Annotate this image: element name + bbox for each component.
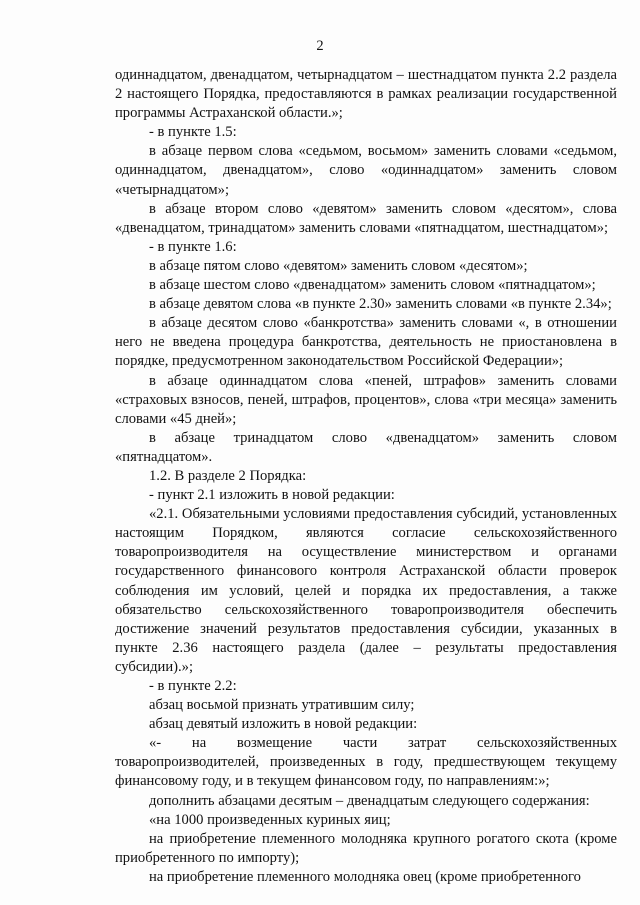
paragraph: абзац восьмой признать утратившим силу; <box>149 697 415 714</box>
paragraph: в абзаце пятом слово «девятом» заменить словом «десятом»; <box>149 257 528 274</box>
paragraph: в абзаце втором слово «девятом» заменить словом «десятом», слова «двенадцатом, тринадцатом» заменить словами «пятнадцатом, шестнадцатом»; <box>115 200 617 236</box>
paragraph: «на 1000 произведенных куриных яиц; <box>149 811 391 828</box>
paragraph: в абзаце первом слова «седьмом, восьмом» заменить словами «седьмом, одиннадцатом, двенадцатом», слово «одиннадцатом» заменить словом «четырнадцатом»; <box>115 143 617 198</box>
paragraph: в абзаце одиннадцатом слова «пеней, штрафов» заменить словами «страховых взносов, пеней, штрафов, процентов», слова «три месяца» заменить словами «45 дней»; <box>115 372 617 427</box>
paragraph: - в пункте 1.6: <box>149 238 237 255</box>
paragraph: - пункт 2.1 изложить в новой редакции: <box>149 487 395 504</box>
document-body <box>115 66 617 887</box>
paragraph: «- на возмещение части затрат сельскохозяйственных товаропроизводителей, произведенных в году, предшествующем текущему финансовому году, и в текущем финансовом году, по направлениям:»; <box>115 735 617 790</box>
paragraph: в абзаце десятом слово «банкротства» заменить словами «, в отношении него не введена процедура банкротства, деятельность не приостановлена в порядке, предусмотренном законодательством Российской Федерации»; <box>115 315 617 370</box>
paragraph: «2.1. Обязательными условиями предоставления субсидий, установленных настоящим Порядком, являются согласие сельскохозяйственного товаропроизводителя на осуществление министерством и органами государственного финансового контроля Астраханской области проверок соблюдения им условий, целей и порядка их предоставления, а также обязательство сельскохозяйственного товаропроизводителя обеспечить достижение значений результатов предоставления субсидии, указанных в пункте 2.36 настоящего раздела (далее – результаты предоставления субсидии).»; <box>115 506 617 675</box>
paragraph: в абзаце шестом слово «двенадцатом» заменить словом «пятнадцатом»; <box>149 277 596 294</box>
paragraph: дополнить абзацами десятым – двенадцатым следующего содержания: <box>149 792 590 809</box>
paragraph: - в пункте 2.2: <box>149 678 237 694</box>
paragraph: - в пункте 1.5: <box>149 124 237 141</box>
page-number: 2 <box>316 38 324 54</box>
paragraph: в абзаце девятом слова «в пункте 2.30» заменить словами «в пункте 2.34»; <box>149 296 612 313</box>
paragraph: на приобретение племенного молодняка овец (кроме приобретенного <box>149 868 581 885</box>
paragraph: абзац девятый изложить в новой редакции: <box>149 716 418 733</box>
paragraph: одиннадцатом, двенадцатом, четырнадцатом – шестнадцатом пункта 2.2 раздела 2 настоящего Порядка, предоставляются в рамках реализации государственной программы Астраханской области.»; <box>115 67 617 122</box>
paragraph: на приобретение племенного молодняка крупного рогатого скота (кроме приобретенного по импорту); <box>115 830 617 866</box>
paragraph: 1.2. В разделе 2 Порядка: <box>149 467 307 484</box>
paragraph: в абзаце тринадцатом слово «двенадцатом» заменить словом «пятнадцатом». <box>115 429 617 465</box>
